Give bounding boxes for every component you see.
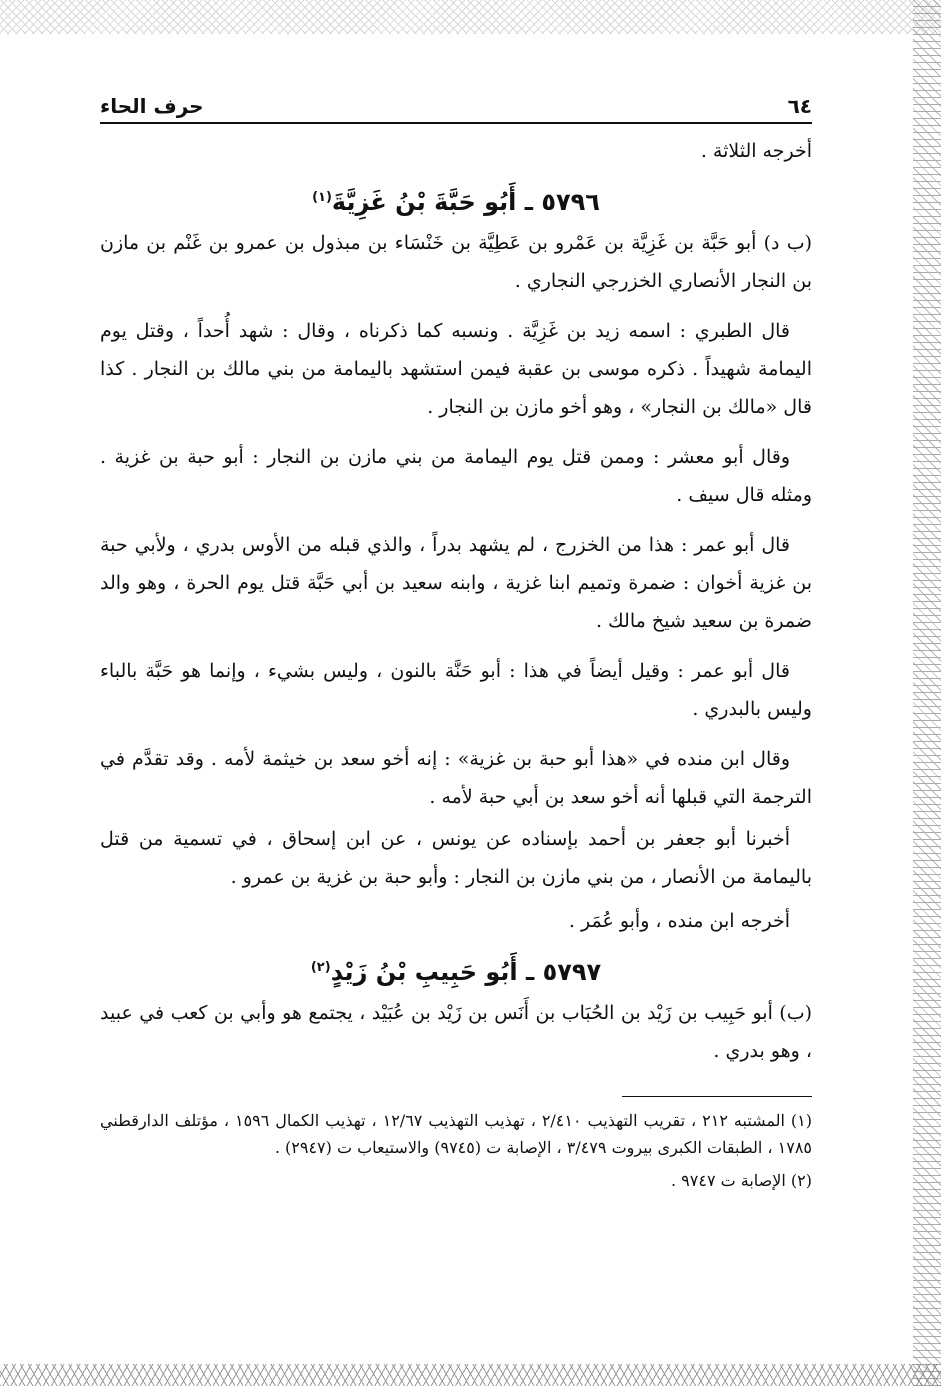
- entry-title-text: ٥٧٩٦ ـ أَبُو حَبَّةَ بْنُ غَزِيَّةَ: [331, 188, 600, 216]
- entry-title-text: ٥٧٩٧ ـ أَبُو حَبِيبِ بْنُ زَيْدٍ: [330, 958, 602, 986]
- paragraph: وقال أبو معشر : وممن قتل يوم اليمامة من بني مازن بن النجار : أبو حبة بن غزية . ومثله قال سيف .: [100, 446, 812, 506]
- paragraph: وقال ابن منده في «هذا أبو حبة بن غزية» : إنه أخو سعد بن خيثمة لأمه . وقد تقدَّم في الترجمة التي قبلها أنه أخو سعد بن أبي حبة لأمه .: [100, 748, 812, 808]
- chapter-title: حرف الحاء: [100, 94, 204, 118]
- entry-5797-title: [100, 958, 812, 986]
- decorative-border-top: [0, 0, 941, 34]
- footnote-ref: (٢): [310, 960, 331, 975]
- decorative-border-bottom: [0, 1364, 941, 1386]
- footnote-divider: [622, 1096, 812, 1097]
- paragraph: قال الطبري : اسمه زيد بن غَزِيَّة . ونسبه كما ذكرناه ، وقال : شهد أُحداً ، وقتل يوم اليمامة شهيداً . ذكره موسى بن عقبة فيمن استشهد باليمامة من بني مالك بن النجار . كذا قال «مالك بن النجار» ، وهو أخو مازن بن النجار .: [100, 320, 812, 418]
- page-number: ٦٤: [787, 94, 812, 118]
- paragraph: (ب) أبو حَبِيب بن زَيْد بن الحُبَاب بن أَنَس بن زَيْد بن عُبَيْد ، يجتمع هو وأبي بن كعب في عبيد ، وهو بدري .: [100, 1002, 812, 1062]
- intro-line: أخرجه الثلاثة .: [700, 140, 812, 162]
- decorative-border-right: [913, 0, 941, 1386]
- document-page: [100, 82, 812, 1322]
- entry-5796-title: [100, 188, 812, 216]
- paragraph: أخبرنا أبو جعفر بن أحمد بإسناده عن يونس ، عن ابن إسحاق ، في تسمية من قتل باليمامة من الأنصار ، من بني مازن بن النجار : وأبو حبة بن غزية بن عمرو .: [100, 828, 812, 888]
- page-header: [100, 82, 812, 124]
- paragraph: أخرجه ابن منده ، وأبو عُمَر .: [568, 910, 790, 932]
- paragraph: (ب د) أبو حَبَّة بن غَزِيَّة بن عَمْرو بن عَطِيَّة بن خَنْسَاء بن مبذول بن عمرو بن غَنْم بن مازن بن النجار الأنصاري الخزرجي النجاري .: [100, 232, 812, 292]
- footnote: (١) المشتبه ٢١٢ ، تقريب التهذيب ٢/٤١٠ ، تهذيب التهذيب ١٢/٦٧ ، تهذيب الكمال ١٥٩٦ ، مؤتلف الدارقطني ١٧٨٥ ، الطبقات الكبرى بيروت ٣/٤٧٩ ، الإصابة ت (٩٧٤٥) والاستيعاب ت (٢٩٤٧) .: [100, 1111, 812, 1157]
- footnote-ref: (١): [312, 190, 332, 205]
- paragraph: قال أبو عمر : هذا من الخزرج ، لم يشهد بدراً ، والذي قبله من الأوس بدري ، ولأبي حبة بن غزية أخوان : ضمرة وتميم ابنا غزية ، وابنه سعيد بن أبي حَبَّة قتل يوم الحرة ، وهو والد ضمرة بن سعيد شيخ مالك .: [100, 534, 812, 632]
- paragraph: قال أبو عمر : وقيل أيضاً في هذا : أبو حَنَّة بالنون ، وليس بشيء ، وإنما هو حَبَّة بالباء وليس بالبدري .: [100, 660, 812, 720]
- footnote: (٢) الإصابة ت ٩٧٤٧ .: [670, 1171, 812, 1190]
